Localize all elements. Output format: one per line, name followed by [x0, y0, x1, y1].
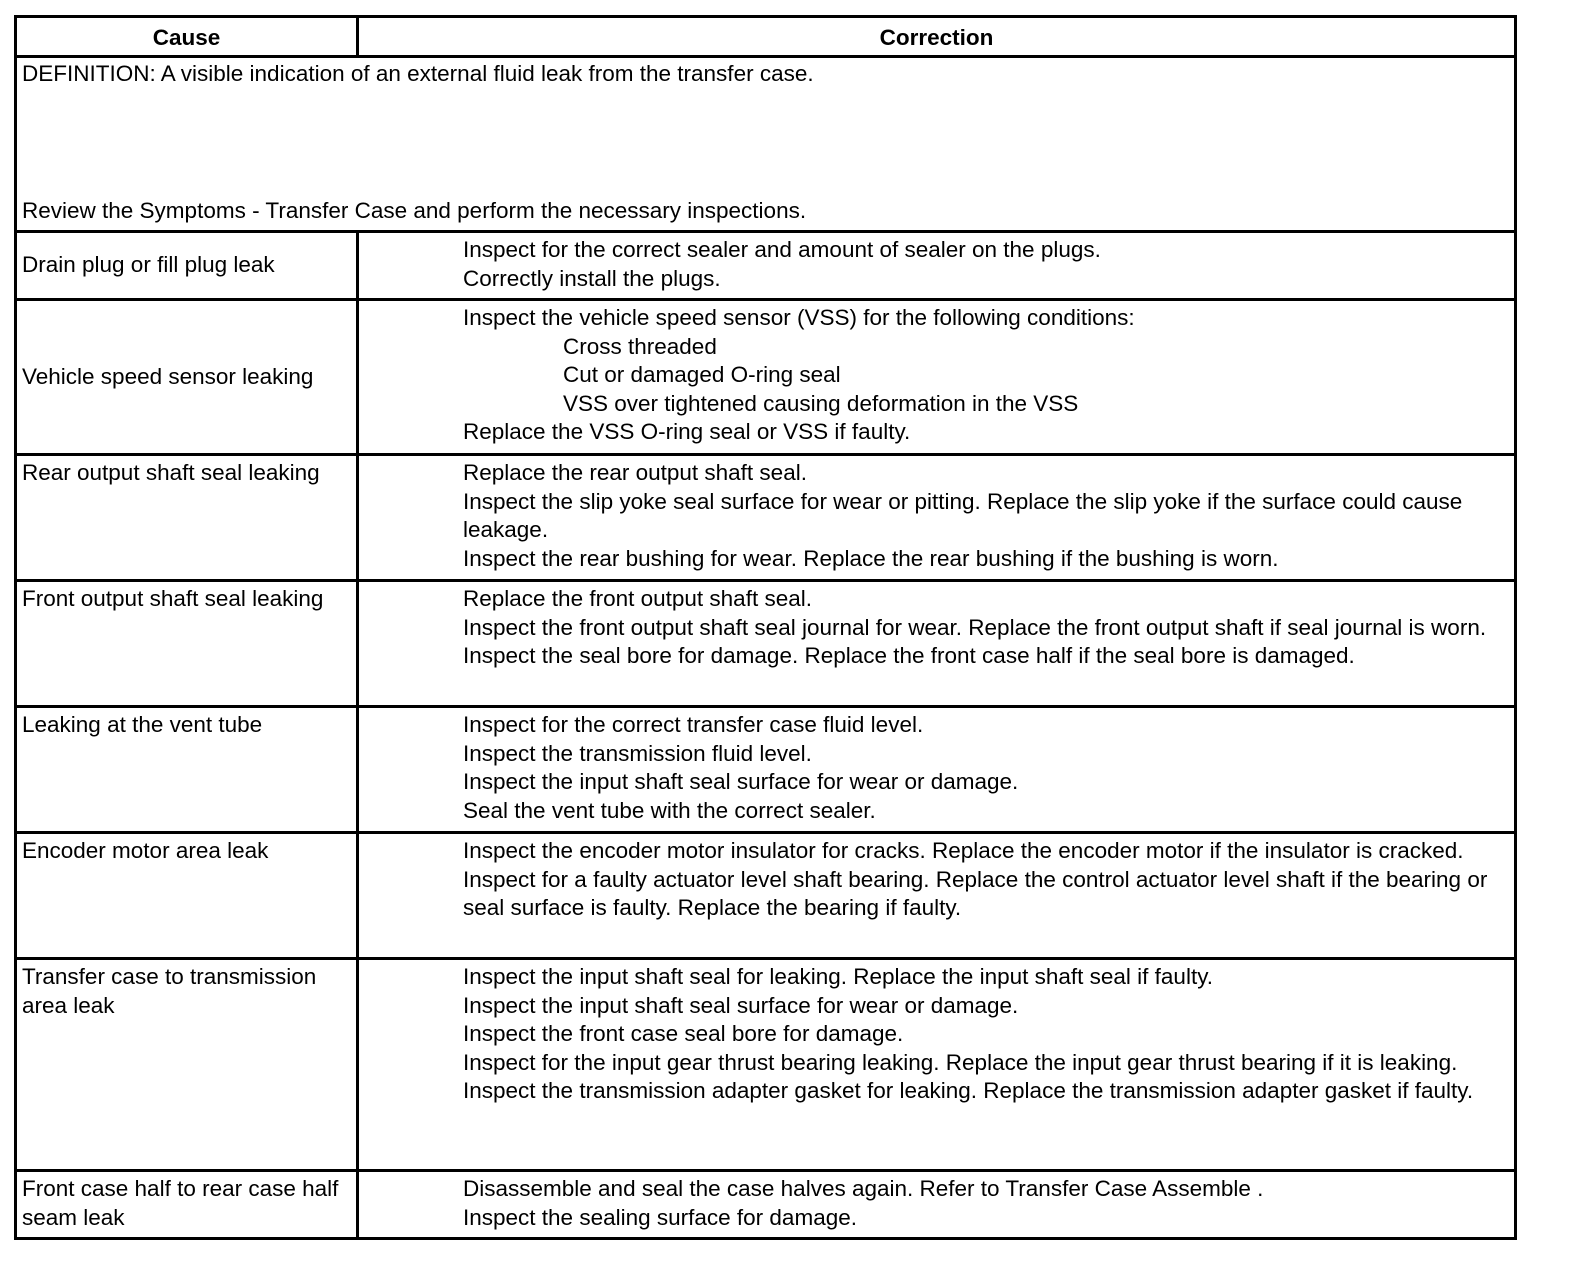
- header-row: [16, 17, 1516, 57]
- correction-cell: [358, 707, 1516, 833]
- correction-cell: [358, 581, 1516, 707]
- correction-subitem: Cut or damaged O-ring seal: [563, 362, 841, 388]
- diagnostic-table: [14, 15, 1517, 1240]
- correction-cell: [358, 959, 1516, 1171]
- cause-cell: Vehicle speed sensor leaking: [16, 300, 358, 455]
- correction-line: Inspect the transmission fluid level.: [463, 740, 812, 766]
- correction-line: Replace the rear output shaft seal.: [463, 460, 807, 485]
- cause-cell: Front output shaft seal leaking: [16, 581, 358, 707]
- correction-cell: [358, 1171, 1516, 1239]
- correction-line: Replace the front output shaft seal.: [463, 586, 812, 611]
- correction-line: Inspect the front output shaft seal journal for wear. Replace the front output shaft if seal journal is worn.: [463, 614, 1487, 640]
- cause-cell: Encoder motor area leak: [16, 833, 358, 959]
- correction-line: Inspect the seal bore for damage. Replace the front case half if the seal bore is damaged.: [463, 643, 1355, 669]
- definition-text: DEFINITION: A visible indication of an external fluid leak from the transfer case.: [22, 61, 814, 86]
- correction-subitem: Cross threaded: [563, 333, 717, 359]
- correction-cell: [358, 833, 1516, 959]
- review-text: Review the Symptoms - Transfer Case and perform the necessary inspections.: [22, 198, 807, 224]
- table-row: [16, 300, 1516, 455]
- correction-line: Replace the VSS O-ring seal or VSS if faulty.: [463, 419, 911, 445]
- correction-subitem: VSS over tightened causing deformation in the VSS: [563, 390, 1079, 416]
- correction-line: Inspect for the correct transfer case fluid level.: [463, 712, 924, 737]
- correction-line: Inspect for a faulty actuator level shaft bearing. Replace the control actuator level shaft if the bearing or seal surface is faulty. Replace the bearing if faulty.: [463, 866, 1488, 921]
- table-row: [16, 581, 1516, 707]
- table-row: [16, 959, 1516, 1171]
- cause-cell: Rear output shaft seal leaking: [16, 455, 358, 581]
- definition-cell: [16, 57, 1516, 232]
- correction-line: Correctly install the plugs.: [463, 265, 721, 291]
- correction-line: Inspect the sealing surface for damage.: [463, 1204, 857, 1230]
- table-row: [16, 707, 1516, 833]
- correction-header: Correction: [358, 17, 1516, 57]
- correction-line: Inspect for the correct sealer and amount of sealer on the plugs.: [463, 237, 1101, 262]
- cause-cell: Leaking at the vent tube: [16, 707, 358, 833]
- correction-line: Inspect for the input gear thrust bearing leaking. Replace the input gear thrust bearing if it is leaking.: [463, 1049, 1458, 1075]
- correction-line: Inspect the encoder motor insulator for cracks. Replace the encoder motor if the insulator is cracked.: [463, 838, 1464, 863]
- correction-cell: [358, 300, 1516, 455]
- definition-row: [16, 57, 1516, 232]
- cause-header: Cause: [16, 17, 358, 57]
- table-row: [16, 833, 1516, 959]
- correction-line: Disassemble and seal the case halves again. Refer to Transfer Case Assemble .: [463, 1176, 1264, 1201]
- correction-line: Inspect the slip yoke seal surface for wear or pitting. Replace the slip yoke if the surface could cause leakage.: [463, 488, 1463, 543]
- table-row: [16, 1171, 1516, 1239]
- table-row: [16, 455, 1516, 581]
- cause-cell: Front case half to rear case half seam leak: [16, 1171, 358, 1239]
- correction-line: Inspect the transmission adapter gasket for leaking. Replace the transmission adapter gasket if faulty.: [463, 1078, 1474, 1104]
- correction-line: Inspect the input shaft seal surface for wear or damage.: [463, 769, 1019, 795]
- correction-line: Inspect the rear bushing for wear. Replace the rear bushing if the bushing is worn.: [463, 545, 1279, 571]
- correction-cell: [358, 232, 1516, 300]
- cause-cell: Drain plug or fill plug leak: [16, 232, 358, 300]
- correction-cell: [358, 455, 1516, 581]
- correction-line: Inspect the front case seal bore for damage.: [463, 1021, 904, 1047]
- cause-cell: Transfer case to transmission area leak: [16, 959, 358, 1171]
- correction-line: Inspect the input shaft seal surface for wear or damage.: [463, 992, 1019, 1018]
- correction-line: Seal the vent tube with the correct sealer.: [463, 797, 876, 823]
- table-row: [16, 232, 1516, 300]
- correction-line: Inspect the vehicle speed sensor (VSS) for the following conditions:: [463, 305, 1135, 330]
- correction-line: Inspect the input shaft seal for leaking. Replace the input shaft seal if faulty.: [463, 964, 1214, 989]
